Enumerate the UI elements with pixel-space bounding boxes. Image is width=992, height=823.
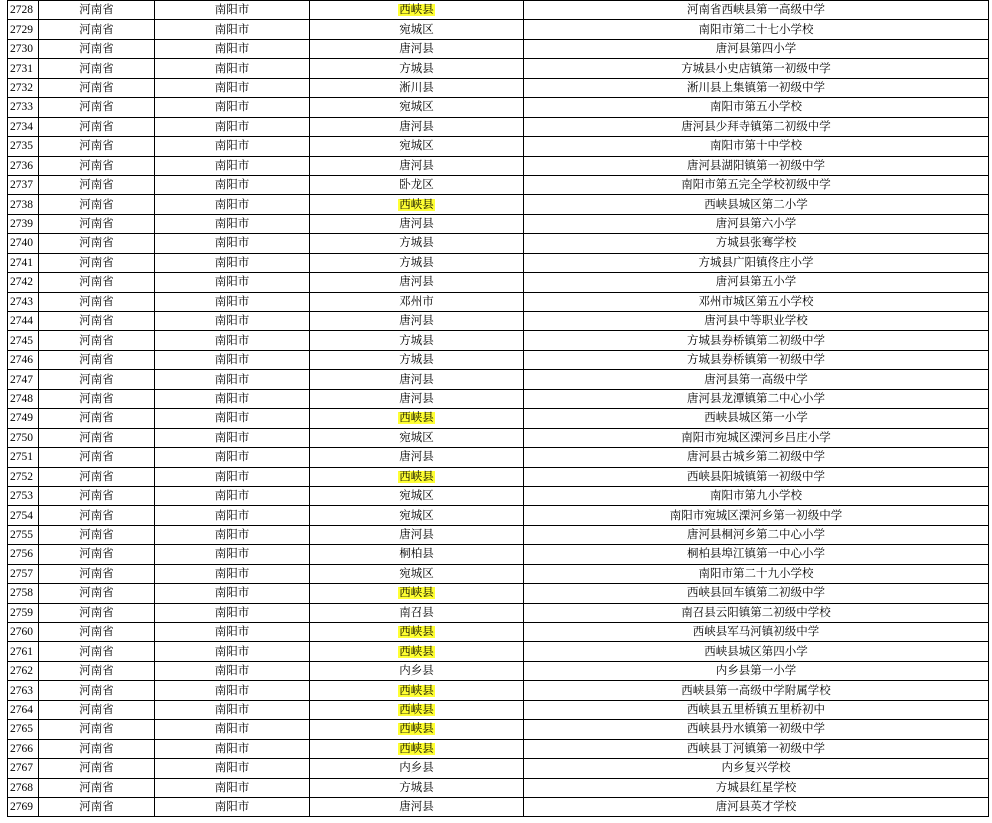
school-name-cell: 唐河县中等职业学校 [524, 312, 989, 331]
province-cell: 河南省 [39, 467, 155, 486]
highlighted-county: 西峡县 [399, 626, 434, 639]
school-name-cell: 西峡县阳城镇第一初级中学 [524, 467, 989, 486]
county-cell: 淅川县 [310, 78, 524, 97]
city-cell: 南阳市 [155, 312, 310, 331]
county-cell: 邓州市 [310, 292, 524, 311]
province-cell: 河南省 [39, 39, 155, 58]
province-cell: 河南省 [39, 506, 155, 525]
city-cell: 南阳市 [155, 739, 310, 758]
city-cell: 南阳市 [155, 195, 310, 214]
table-row [8, 273, 989, 292]
table-row [8, 623, 989, 642]
row-number-cell: 2762 [8, 661, 39, 680]
table-row [8, 117, 989, 136]
highlighted-county: 西峡县 [399, 198, 434, 211]
school-name-cell: 西峡县回车镇第二初级中学 [524, 584, 989, 603]
row-number-cell: 2737 [8, 175, 39, 194]
city-cell: 南阳市 [155, 20, 310, 39]
table-row [8, 506, 989, 525]
highlighted-county: 西峡县 [399, 4, 434, 17]
row-number-cell: 2765 [8, 720, 39, 739]
row-number-cell: 2767 [8, 759, 39, 778]
table-row [8, 778, 989, 797]
county-cell: 唐河县 [310, 370, 524, 389]
highlighted-county: 西峡县 [399, 703, 434, 716]
school-name-cell: 唐河县湖阳镇第一初级中学 [524, 156, 989, 175]
row-number-cell: 2738 [8, 195, 39, 214]
table-row [8, 331, 989, 350]
school-list-table [7, 0, 989, 817]
row-number-cell: 2747 [8, 370, 39, 389]
province-cell: 河南省 [39, 681, 155, 700]
city-cell: 南阳市 [155, 467, 310, 486]
province-cell: 河南省 [39, 234, 155, 253]
city-cell: 南阳市 [155, 720, 310, 739]
table-row [8, 759, 989, 778]
province-cell: 河南省 [39, 350, 155, 369]
school-name-cell: 西峡县军马河镇初级中学 [524, 623, 989, 642]
county-cell: 宛城区 [310, 20, 524, 39]
row-number-cell: 2729 [8, 20, 39, 39]
city-cell: 南阳市 [155, 39, 310, 58]
table-row [8, 20, 989, 39]
school-name-cell: 西峡县城区第四小学 [524, 642, 989, 661]
table-row [8, 584, 989, 603]
school-name-cell: 西峡县五里桥镇五里桥初中 [524, 700, 989, 719]
county-cell [310, 642, 524, 661]
school-name-cell: 方城县红星学校 [524, 778, 989, 797]
school-name-cell: 西峡县丹水镇第一初级中学 [524, 720, 989, 739]
table-row [8, 156, 989, 175]
table-row [8, 564, 989, 583]
highlighted-county: 西峡县 [399, 742, 434, 755]
city-cell: 南阳市 [155, 214, 310, 233]
table-row [8, 234, 989, 253]
county-cell: 南召县 [310, 603, 524, 622]
school-name-cell: 唐河县古城乡第二初级中学 [524, 448, 989, 467]
city-cell: 南阳市 [155, 778, 310, 797]
school-name-cell: 方城县券桥镇第二初级中学 [524, 331, 989, 350]
county-cell: 方城县 [310, 253, 524, 272]
highlighted-county: 西峡县 [399, 412, 434, 425]
province-cell: 河南省 [39, 117, 155, 136]
table-row [8, 137, 989, 156]
table-row [8, 214, 989, 233]
table-row [8, 700, 989, 719]
city-cell: 南阳市 [155, 448, 310, 467]
table-row [8, 467, 989, 486]
row-number-cell: 2735 [8, 137, 39, 156]
school-name-cell: 唐河县少拜寺镇第二初级中学 [524, 117, 989, 136]
school-name-cell: 南阳市第五完全学校初级中学 [524, 175, 989, 194]
county-cell: 内乡县 [310, 759, 524, 778]
province-cell: 河南省 [39, 778, 155, 797]
county-cell: 唐河县 [310, 389, 524, 408]
city-cell: 南阳市 [155, 59, 310, 78]
row-number-cell: 2764 [8, 700, 39, 719]
table-row [8, 59, 989, 78]
province-cell: 河南省 [39, 642, 155, 661]
county-cell [310, 700, 524, 719]
province-cell: 河南省 [39, 195, 155, 214]
school-name-cell: 南阳市第十中学校 [524, 137, 989, 156]
county-cell: 宛城区 [310, 98, 524, 117]
table-row [8, 1, 989, 20]
province-cell: 河南省 [39, 292, 155, 311]
school-name-cell: 邓州市城区第五小学校 [524, 292, 989, 311]
table-row [8, 448, 989, 467]
table-row [8, 292, 989, 311]
city-cell: 南阳市 [155, 428, 310, 447]
county-cell: 方城县 [310, 350, 524, 369]
row-number-cell: 2733 [8, 98, 39, 117]
table-row [8, 253, 989, 272]
table-row [8, 797, 989, 816]
county-cell: 唐河县 [310, 525, 524, 544]
row-number-cell: 2732 [8, 78, 39, 97]
school-name-cell: 方城县小史店镇第一初级中学 [524, 59, 989, 78]
county-cell: 唐河县 [310, 156, 524, 175]
school-name-cell: 桐柏县埠江镇第一中心小学 [524, 545, 989, 564]
county-cell: 唐河县 [310, 273, 524, 292]
table-body [8, 1, 989, 817]
row-number-cell: 2759 [8, 603, 39, 622]
city-cell: 南阳市 [155, 759, 310, 778]
county-cell: 宛城区 [310, 506, 524, 525]
province-cell: 河南省 [39, 486, 155, 505]
county-cell [310, 623, 524, 642]
province-cell: 河南省 [39, 720, 155, 739]
city-cell: 南阳市 [155, 117, 310, 136]
table-row [8, 739, 989, 758]
table-row [8, 389, 989, 408]
city-cell: 南阳市 [155, 273, 310, 292]
province-cell: 河南省 [39, 370, 155, 389]
row-number-cell: 2760 [8, 623, 39, 642]
city-cell: 南阳市 [155, 234, 310, 253]
province-cell: 河南省 [39, 175, 155, 194]
row-number-cell: 2768 [8, 778, 39, 797]
province-cell: 河南省 [39, 428, 155, 447]
county-cell: 唐河县 [310, 117, 524, 136]
table-row [8, 661, 989, 680]
table-row [8, 78, 989, 97]
table-row [8, 370, 989, 389]
row-number-cell: 2766 [8, 739, 39, 758]
county-cell [310, 409, 524, 428]
row-number-cell: 2741 [8, 253, 39, 272]
table-row [8, 195, 989, 214]
highlighted-county: 西峡县 [399, 470, 434, 483]
city-cell: 南阳市 [155, 603, 310, 622]
city-cell: 南阳市 [155, 642, 310, 661]
city-cell: 南阳市 [155, 350, 310, 369]
table-row [8, 545, 989, 564]
province-cell: 河南省 [39, 661, 155, 680]
county-cell: 唐河县 [310, 214, 524, 233]
row-number-cell: 2745 [8, 331, 39, 350]
province-cell: 河南省 [39, 1, 155, 20]
school-name-cell: 唐河县桐河乡第二中心小学 [524, 525, 989, 544]
city-cell: 南阳市 [155, 700, 310, 719]
school-name-cell: 南召县云阳镇第二初级中学校 [524, 603, 989, 622]
table-row [8, 312, 989, 331]
highlighted-county: 西峡县 [399, 645, 434, 658]
row-number-cell: 2739 [8, 214, 39, 233]
city-cell: 南阳市 [155, 525, 310, 544]
county-cell: 唐河县 [310, 448, 524, 467]
province-cell: 河南省 [39, 759, 155, 778]
province-cell: 河南省 [39, 603, 155, 622]
city-cell: 南阳市 [155, 584, 310, 603]
table-row [8, 175, 989, 194]
county-cell: 唐河县 [310, 39, 524, 58]
city-cell: 南阳市 [155, 681, 310, 700]
city-cell: 南阳市 [155, 564, 310, 583]
county-cell [310, 720, 524, 739]
row-number-cell: 2743 [8, 292, 39, 311]
city-cell: 南阳市 [155, 1, 310, 20]
school-name-cell: 唐河县龙潭镇第二中心小学 [524, 389, 989, 408]
highlighted-county: 西峡县 [399, 587, 434, 600]
school-name-cell: 南阳市第五小学校 [524, 98, 989, 117]
city-cell: 南阳市 [155, 623, 310, 642]
row-number-cell: 2742 [8, 273, 39, 292]
city-cell: 南阳市 [155, 370, 310, 389]
table-row [8, 681, 989, 700]
county-cell: 唐河县 [310, 312, 524, 331]
school-name-cell: 河南省西峡县第一高级中学 [524, 1, 989, 20]
row-number-cell: 2744 [8, 312, 39, 331]
province-cell: 河南省 [39, 59, 155, 78]
school-name-cell: 方城县券桥镇第一初级中学 [524, 350, 989, 369]
row-number-cell: 2750 [8, 428, 39, 447]
city-cell: 南阳市 [155, 797, 310, 816]
table-row [8, 720, 989, 739]
school-name-cell: 内乡复兴学校 [524, 759, 989, 778]
school-name-cell: 南阳市宛城区溧河乡第一初级中学 [524, 506, 989, 525]
province-cell: 河南省 [39, 700, 155, 719]
province-cell: 河南省 [39, 545, 155, 564]
province-cell: 河南省 [39, 739, 155, 758]
county-cell [310, 739, 524, 758]
province-cell: 河南省 [39, 331, 155, 350]
province-cell: 河南省 [39, 20, 155, 39]
row-number-cell: 2757 [8, 564, 39, 583]
table-row [8, 98, 989, 117]
row-number-cell: 2758 [8, 584, 39, 603]
county-cell: 唐河县 [310, 797, 524, 816]
city-cell: 南阳市 [155, 331, 310, 350]
province-cell: 河南省 [39, 797, 155, 816]
row-number-cell: 2734 [8, 117, 39, 136]
row-number-cell: 2751 [8, 448, 39, 467]
province-cell: 河南省 [39, 253, 155, 272]
school-name-cell: 唐河县第一高级中学 [524, 370, 989, 389]
province-cell: 河南省 [39, 156, 155, 175]
county-cell: 内乡县 [310, 661, 524, 680]
row-number-cell: 2769 [8, 797, 39, 816]
school-name-cell: 南阳市第二十九小学校 [524, 564, 989, 583]
county-cell: 宛城区 [310, 564, 524, 583]
row-number-cell: 2754 [8, 506, 39, 525]
row-number-cell: 2746 [8, 350, 39, 369]
county-cell [310, 681, 524, 700]
table-row [8, 486, 989, 505]
row-number-cell: 2763 [8, 681, 39, 700]
school-name-cell: 唐河县英才学校 [524, 797, 989, 816]
county-cell: 桐柏县 [310, 545, 524, 564]
province-cell: 河南省 [39, 389, 155, 408]
city-cell: 南阳市 [155, 409, 310, 428]
province-cell: 河南省 [39, 78, 155, 97]
school-name-cell: 淅川县上集镇第一初级中学 [524, 78, 989, 97]
school-name-cell: 唐河县第六小学 [524, 214, 989, 233]
school-name-cell: 方城县广阳镇佟庄小学 [524, 253, 989, 272]
province-cell: 河南省 [39, 623, 155, 642]
row-number-cell: 2753 [8, 486, 39, 505]
city-cell: 南阳市 [155, 292, 310, 311]
province-cell: 河南省 [39, 409, 155, 428]
county-cell [310, 195, 524, 214]
city-cell: 南阳市 [155, 506, 310, 525]
school-name-cell: 南阳市宛城区溧河乡吕庄小学 [524, 428, 989, 447]
row-number-cell: 2761 [8, 642, 39, 661]
county-cell: 方城县 [310, 331, 524, 350]
county-cell: 方城县 [310, 59, 524, 78]
city-cell: 南阳市 [155, 253, 310, 272]
county-cell: 宛城区 [310, 486, 524, 505]
table-row [8, 409, 989, 428]
row-number-cell: 2728 [8, 1, 39, 20]
city-cell: 南阳市 [155, 156, 310, 175]
county-cell [310, 1, 524, 20]
county-cell: 方城县 [310, 234, 524, 253]
school-name-cell: 南阳市第九小学校 [524, 486, 989, 505]
county-cell [310, 584, 524, 603]
table-row [8, 39, 989, 58]
highlighted-county: 西峡县 [399, 723, 434, 736]
table-row [8, 428, 989, 447]
table-row [8, 350, 989, 369]
city-cell: 南阳市 [155, 661, 310, 680]
county-cell: 方城县 [310, 778, 524, 797]
county-cell: 卧龙区 [310, 175, 524, 194]
row-number-cell: 2730 [8, 39, 39, 58]
city-cell: 南阳市 [155, 98, 310, 117]
row-number-cell: 2731 [8, 59, 39, 78]
table-row [8, 603, 989, 622]
school-name-cell: 西峡县第一高级中学附属学校 [524, 681, 989, 700]
province-cell: 河南省 [39, 137, 155, 156]
school-name-cell: 南阳市第二十七小学校 [524, 20, 989, 39]
city-cell: 南阳市 [155, 545, 310, 564]
city-cell: 南阳市 [155, 78, 310, 97]
province-cell: 河南省 [39, 448, 155, 467]
province-cell: 河南省 [39, 525, 155, 544]
province-cell: 河南省 [39, 584, 155, 603]
city-cell: 南阳市 [155, 137, 310, 156]
row-number-cell: 2748 [8, 389, 39, 408]
row-number-cell: 2736 [8, 156, 39, 175]
row-number-cell: 2740 [8, 234, 39, 253]
table-row [8, 525, 989, 544]
province-cell: 河南省 [39, 273, 155, 292]
table-row [8, 642, 989, 661]
highlighted-county: 西峡县 [399, 684, 434, 697]
province-cell: 河南省 [39, 312, 155, 331]
row-number-cell: 2756 [8, 545, 39, 564]
province-cell: 河南省 [39, 98, 155, 117]
school-name-cell: 内乡县第一小学 [524, 661, 989, 680]
county-cell: 宛城区 [310, 137, 524, 156]
school-name-cell: 西峡县城区第二小学 [524, 195, 989, 214]
city-cell: 南阳市 [155, 486, 310, 505]
county-cell [310, 467, 524, 486]
row-number-cell: 2749 [8, 409, 39, 428]
school-name-cell: 西峡县城区第一小学 [524, 409, 989, 428]
school-name-cell: 西峡县丁河镇第一初级中学 [524, 739, 989, 758]
province-cell: 河南省 [39, 214, 155, 233]
city-cell: 南阳市 [155, 175, 310, 194]
row-number-cell: 2755 [8, 525, 39, 544]
province-cell: 河南省 [39, 564, 155, 583]
school-name-cell: 唐河县第五小学 [524, 273, 989, 292]
school-name-cell: 唐河县第四小学 [524, 39, 989, 58]
county-cell: 宛城区 [310, 428, 524, 447]
row-number-cell: 2752 [8, 467, 39, 486]
city-cell: 南阳市 [155, 389, 310, 408]
school-name-cell: 方城县张骞学校 [524, 234, 989, 253]
